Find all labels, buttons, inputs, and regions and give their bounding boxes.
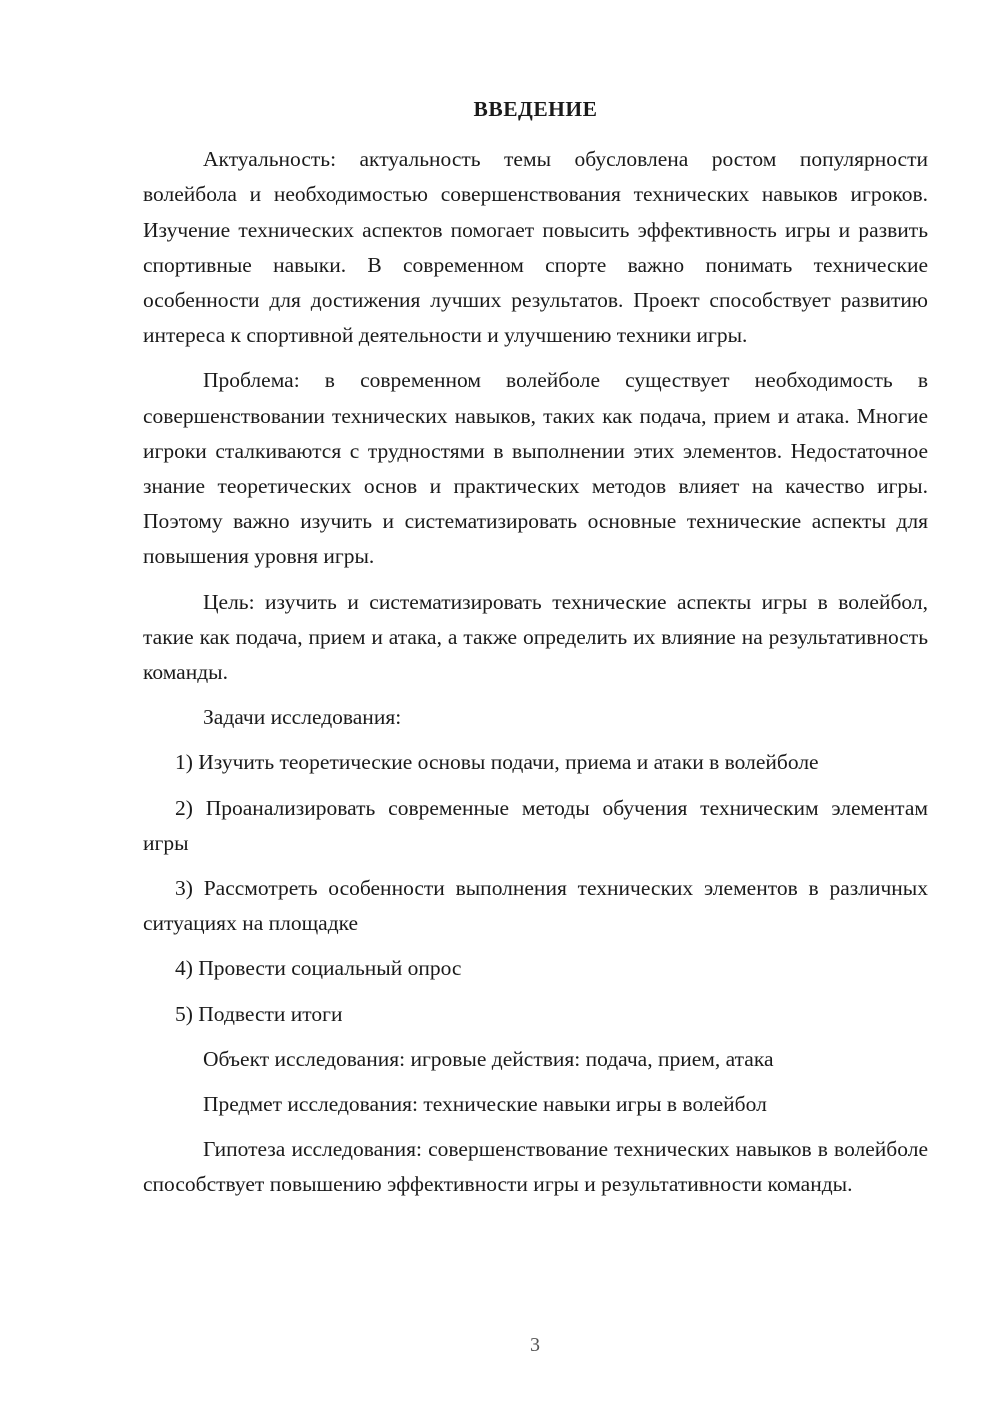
document-title: ВВЕДЕНИЕ [473,97,598,121]
document-page [143,92,928,1213]
task-item: 5) Подвести итоги [175,1001,343,1026]
page-number: 3 [530,1334,540,1356]
hypothesis-paragraph: Гипотеза исследования: совершенствование технических навыков в волейболе способствует повышению эффективности игры и результативности команды. [143,1137,928,1197]
task-item: 4) Провести социальный опрос [175,956,462,981]
subject-paragraph: Предмет исследования: технические навыки игры в волейбол [203,1092,767,1117]
goal-paragraph: Цель: изучить и систематизировать технические аспекты игры в волейбол, такие как подача, прием и атака, а также определить их влияние на результативность команды. [143,589,928,685]
task-item: 3) Рассмотреть особенности выполнения технических элементов в различных ситуациях на площадке [143,876,928,936]
tasks-list [143,745,928,1031]
tasks-heading: Задачи исследования: [203,705,402,730]
relevance-paragraph: Актуальность: актуальность темы обусловлена ростом популярности волейбола и необходимостью совершенствования технических навыков игроков. Изучение технических аспектов помогает повысить эффективность игры и развить спортивные навыки. В современном спорте важно понимать технические особенности для достижения лучших результатов. Проект способствует развитию интереса к спортивной деятельности и улучшению техники игры. [143,147,928,348]
problem-paragraph: Проблема: в современном волейболе существует необходимость в совершенствовании технических навыков, таких как подача, прием и атака. Многие игроки сталкиваются с трудностями в выполнении этих элементов. Недостаточное знание теоретических основ и практических методов влияет на качество игры. Поэтому важно изучить и систематизировать основные технические аспекты для повышения уровня игры. [143,368,928,569]
object-paragraph: Объект исследования: игровые действия: подача, прием, атака [203,1046,774,1071]
task-item: 2) Проанализировать современные методы обучения техническим элементам игры [143,795,928,855]
task-item: 1) Изучить теоретические основы подачи, приема и атаки в волейболе [175,750,819,775]
